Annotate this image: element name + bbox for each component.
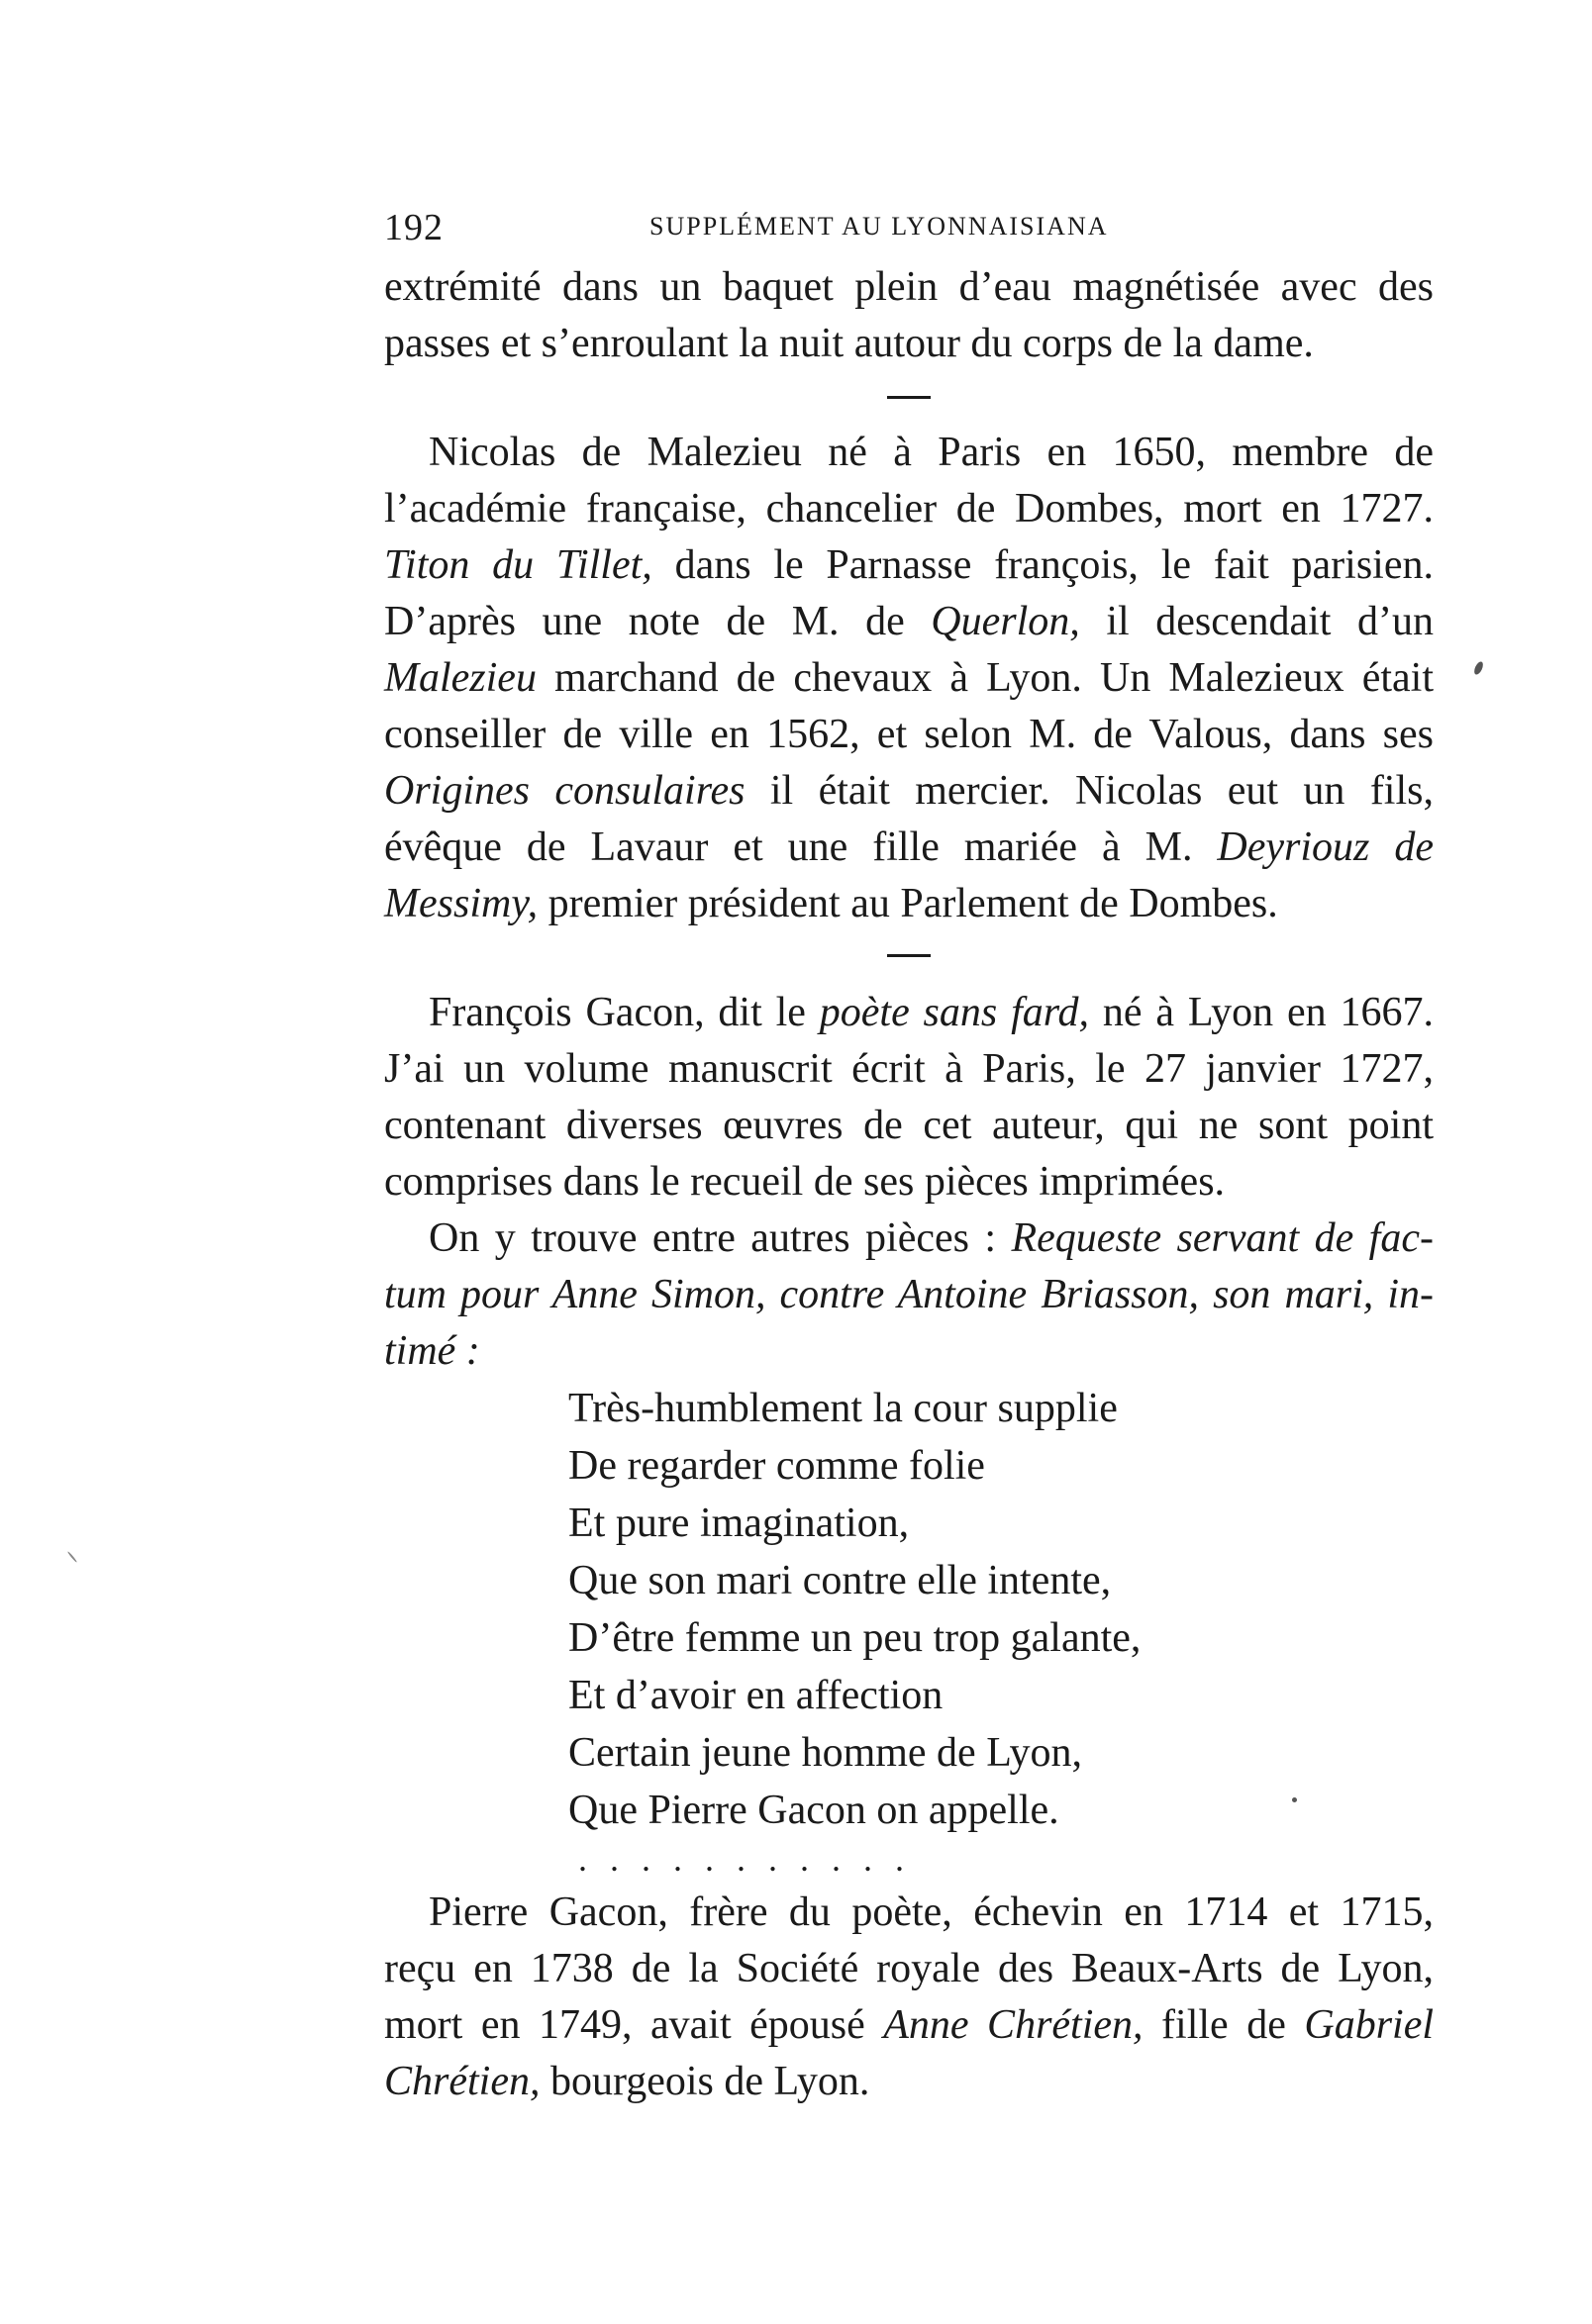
text-line: Pierre Gacon, frère du poète, échevin en 1714 et 1715, bbox=[429, 1889, 1434, 1935]
text-run: il était mercier. Nicolas eut un fils, bbox=[745, 768, 1434, 814]
text-line bbox=[384, 985, 1434, 1041]
verse-line: De regarder comme folie bbox=[568, 1443, 985, 1489]
ink-speck bbox=[1292, 1797, 1297, 1802]
ellipsis-dots: ........... bbox=[578, 1839, 927, 1879]
italic-title: tum pour Anne Simon, contre Antoine Briasson, son mari, in- bbox=[384, 1272, 1434, 1317]
paragraph-pierre-gacon bbox=[384, 1885, 1434, 2110]
paragraph-malezieu bbox=[384, 425, 1434, 932]
italic-title: Origines consulaires bbox=[384, 768, 746, 814]
verse-line: D’être femme un peu trop galante, bbox=[568, 1615, 1142, 1661]
italic-name: Malezieu bbox=[384, 655, 537, 701]
italic-title: Requeste servant de fac- bbox=[1011, 1215, 1434, 1261]
text-line bbox=[384, 763, 1434, 820]
text-run: dans le Parnasse françois, le fait parisien. bbox=[651, 542, 1434, 588]
text-run: il descendait d’un bbox=[1079, 599, 1435, 644]
page-header bbox=[384, 206, 1434, 253]
text-line: passes et s’enroulant la nuit autour du corps de la dame. bbox=[384, 321, 1314, 366]
ink-speck bbox=[1472, 660, 1484, 676]
verse-line: Et pure imagination, bbox=[568, 1501, 910, 1546]
text-line bbox=[384, 1323, 1434, 1380]
text-line: extrémité dans un baquet plein d’eau magnétisée avec des bbox=[384, 264, 1434, 310]
text-line bbox=[384, 876, 1434, 932]
italic-epithet: poète sans fard, bbox=[819, 990, 1090, 1035]
text-run: mort en 1749, avait épousé bbox=[384, 2002, 884, 2048]
verse-line: Très-humblement la cour supplie bbox=[568, 1386, 1118, 1431]
text-line bbox=[384, 1210, 1434, 1267]
section-separator bbox=[887, 396, 931, 399]
verse-block bbox=[384, 1380, 1434, 1839]
italic-name: Chrétien, bbox=[384, 2059, 541, 2104]
text-run: marchand de chevaux à Lyon. Un Malezieux était bbox=[536, 655, 1434, 701]
paragraph-continuation bbox=[384, 259, 1434, 372]
text-line bbox=[384, 820, 1434, 876]
ink-speck bbox=[67, 1551, 78, 1563]
text-run: évêque de Lavaur et une fille mariée à M. bbox=[384, 824, 1218, 870]
body-text bbox=[384, 259, 1434, 2110]
text-line: Nicolas de Malezieu né à Paris en 1650, membre de bbox=[429, 430, 1434, 475]
text-line bbox=[384, 1997, 1434, 2054]
verse-line: Certain jeune homme de Lyon, bbox=[568, 1730, 1083, 1776]
text-line: l’académie française, chancelier de Dombes, mort en 1727. bbox=[384, 486, 1434, 532]
italic-name: Anne Chrétien, bbox=[883, 2002, 1144, 2048]
text-run: fille de bbox=[1143, 2002, 1305, 2048]
page-number: 192 bbox=[384, 207, 444, 248]
italic-name: Deyriouz de bbox=[1217, 824, 1434, 870]
running-title: SUPPLÉMENT AU LYONNAISIANA bbox=[649, 212, 1109, 241]
italic-title: timé : bbox=[384, 1328, 480, 1374]
text-line bbox=[384, 594, 1434, 650]
text-run: né à Lyon en 1667. bbox=[1089, 990, 1434, 1035]
text-line bbox=[384, 1267, 1434, 1323]
text-line bbox=[384, 2054, 1434, 2110]
text-line: conseiller de ville en 1562, et selon M. de Valous, dans ses bbox=[384, 712, 1434, 757]
verse-line: Que son mari contre elle intente, bbox=[568, 1558, 1112, 1603]
text-line: comprises dans le recueil de ses pièces imprimées. bbox=[384, 1159, 1226, 1205]
text-run: premier président au Parlement de Dombes. bbox=[538, 881, 1278, 926]
italic-name: Messimy, bbox=[384, 881, 539, 926]
text-line: reçu en 1738 de la Société royale des Beaux-Arts de Lyon, bbox=[384, 1946, 1434, 1991]
paragraph-gacon bbox=[384, 985, 1434, 1210]
verse-line: Que Pierre Gacon on appelle. bbox=[568, 1788, 1059, 1833]
italic-name: Titon du Tillet, bbox=[384, 542, 652, 588]
section-separator bbox=[887, 954, 931, 957]
paragraph-requeste bbox=[384, 1210, 1434, 1380]
italic-name: Gabriel bbox=[1304, 2002, 1435, 2048]
text-line: J’ai un volume manuscrit écrit à Paris, le 27 janvier 1727, bbox=[384, 1046, 1434, 1092]
text-line: contenant diverses œuvres de cet auteur, qui ne sont point bbox=[384, 1103, 1434, 1148]
text-run: François Gacon, dit le bbox=[429, 990, 820, 1035]
verse-line: Et d’avoir en affection bbox=[568, 1673, 944, 1718]
text-line bbox=[384, 537, 1434, 594]
text-line bbox=[384, 650, 1434, 707]
text-run: bourgeois de Lyon. bbox=[540, 2059, 870, 2104]
text-run: On y trouve entre autres pièces : bbox=[429, 1215, 1012, 1261]
italic-name: Querlon, bbox=[931, 599, 1080, 644]
text-run: D’après une note de M. de bbox=[384, 599, 932, 644]
